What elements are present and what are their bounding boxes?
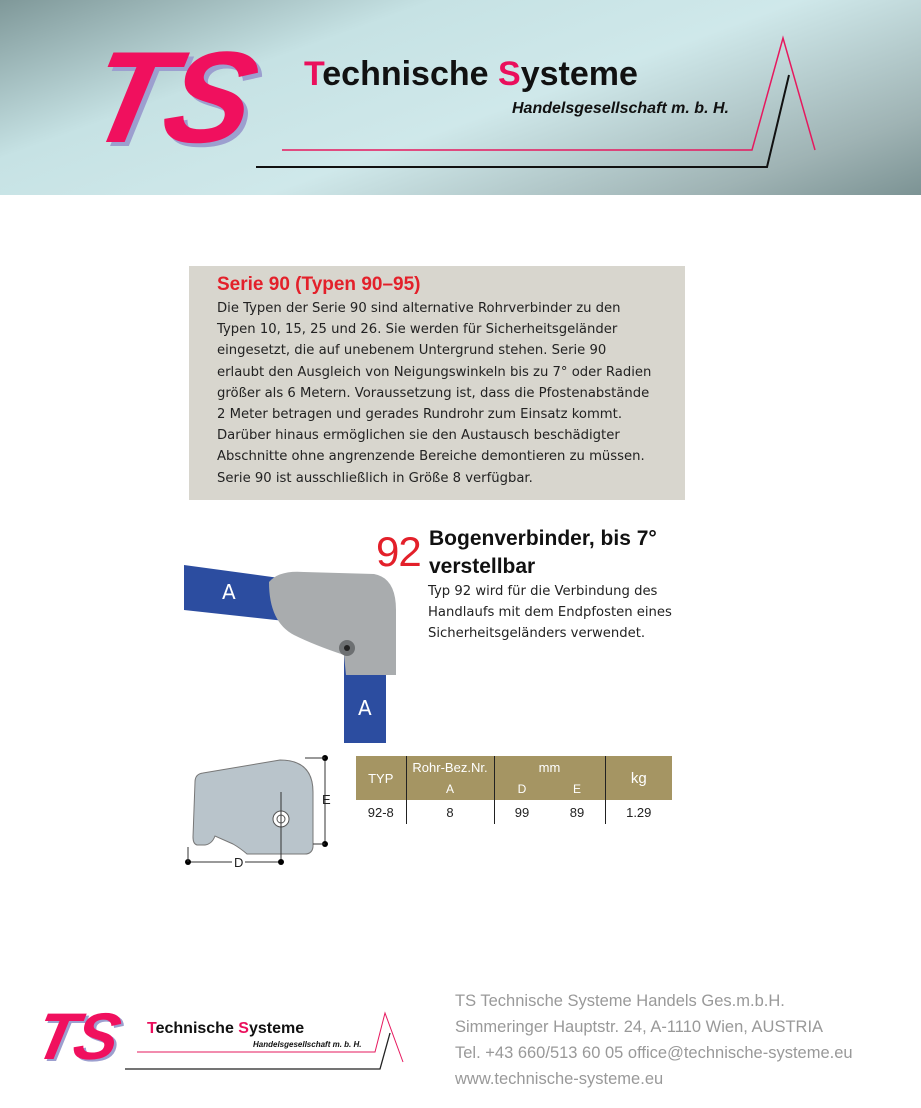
- photo-label-a: A: [358, 696, 372, 720]
- header-banner: [0, 0, 921, 195]
- col-typ: TYP: [356, 756, 406, 800]
- col-d: D: [494, 778, 550, 800]
- product-description: Typ 92 wird für die Verbindung des Handlaufs mit dem Endpfosten eines Sicherheitsgeländers verwendet.: [428, 584, 672, 642]
- cell-e: 89: [569, 804, 585, 820]
- photo-label-a: A: [222, 580, 236, 604]
- brand-subtitle: Handelsgesellschaft m. b. H.: [253, 1040, 362, 1049]
- col-rohr: Rohr-Bez.Nr.: [406, 756, 494, 778]
- col-mm: mm: [494, 756, 605, 778]
- brand-name: Technische Systeme: [304, 55, 638, 93]
- footer-company: TS Technische Systeme Handels Ges.m.b.H.: [455, 992, 785, 1010]
- brand-name: Technische Systeme: [147, 1020, 305, 1037]
- cell-typ: 92-8: [367, 804, 394, 820]
- ts-logo: TS: [76, 24, 266, 170]
- product-number: 92: [376, 528, 421, 575]
- logo-lines: [0, 0, 921, 195]
- footer-contact: [455, 988, 853, 1092]
- intro-box: [189, 266, 685, 500]
- col-e: E: [550, 778, 606, 800]
- cell-d: 99: [494, 800, 550, 824]
- footer-phone-email[interactable]: Tel. +43 660/513 60 05 office@technische-systeme.eu: [455, 1044, 853, 1062]
- product-photo: [184, 560, 414, 743]
- footer-logo: [25, 1000, 415, 1085]
- dimension-e-label: E: [322, 792, 331, 807]
- footer-website[interactable]: www.technische-systeme.eu: [455, 1070, 664, 1088]
- dimension-d-label: D: [234, 855, 244, 870]
- intro-text: Die Typen der Serie 90 sind alternative Rohrverbinder zu den Typen 10, 15, 25 und 26. Sie werden für Sicherheitsgeländer eingesetzt, die auf unebenem Untergrund stehen. Serie 90 erlaubt den Ausgleich von Neigungswinkeln bis zu 7° oder Radien größer als 6 Metern. Voraussetzung ist, dass die Pfostenabstände 2 Meter betragen und gerades Rundrohr zum Einsatz kommt. Darüber hinaus ermöglichen sie den Austausch beschädigter Abschnitte ohne angrenzende Bereiche demontieren zu müssen. Serie 90 ist ausschließlich in Größe 8 verfügbar.: [217, 301, 652, 486]
- footer-address: Simmeringer Hauptstr. 24, A-1110 Wien, AUSTRIA: [455, 1018, 824, 1036]
- dimension-diagram: [185, 752, 335, 872]
- cell-kg: 1.29: [605, 800, 672, 824]
- ts-logo: TS: [29, 999, 126, 1073]
- intro-title: Serie 90 (Typen 90–95): [217, 274, 421, 295]
- product-title: Bogenverbinder, bis 7° verstellbar: [429, 527, 657, 578]
- col-a: A: [406, 778, 494, 800]
- spec-table: [356, 756, 672, 824]
- table-row: [356, 800, 672, 824]
- brand-subtitle: Handelsgesellschaft m. b. H.: [512, 100, 729, 117]
- col-kg: kg: [605, 756, 672, 800]
- cell-a: 8: [406, 800, 494, 824]
